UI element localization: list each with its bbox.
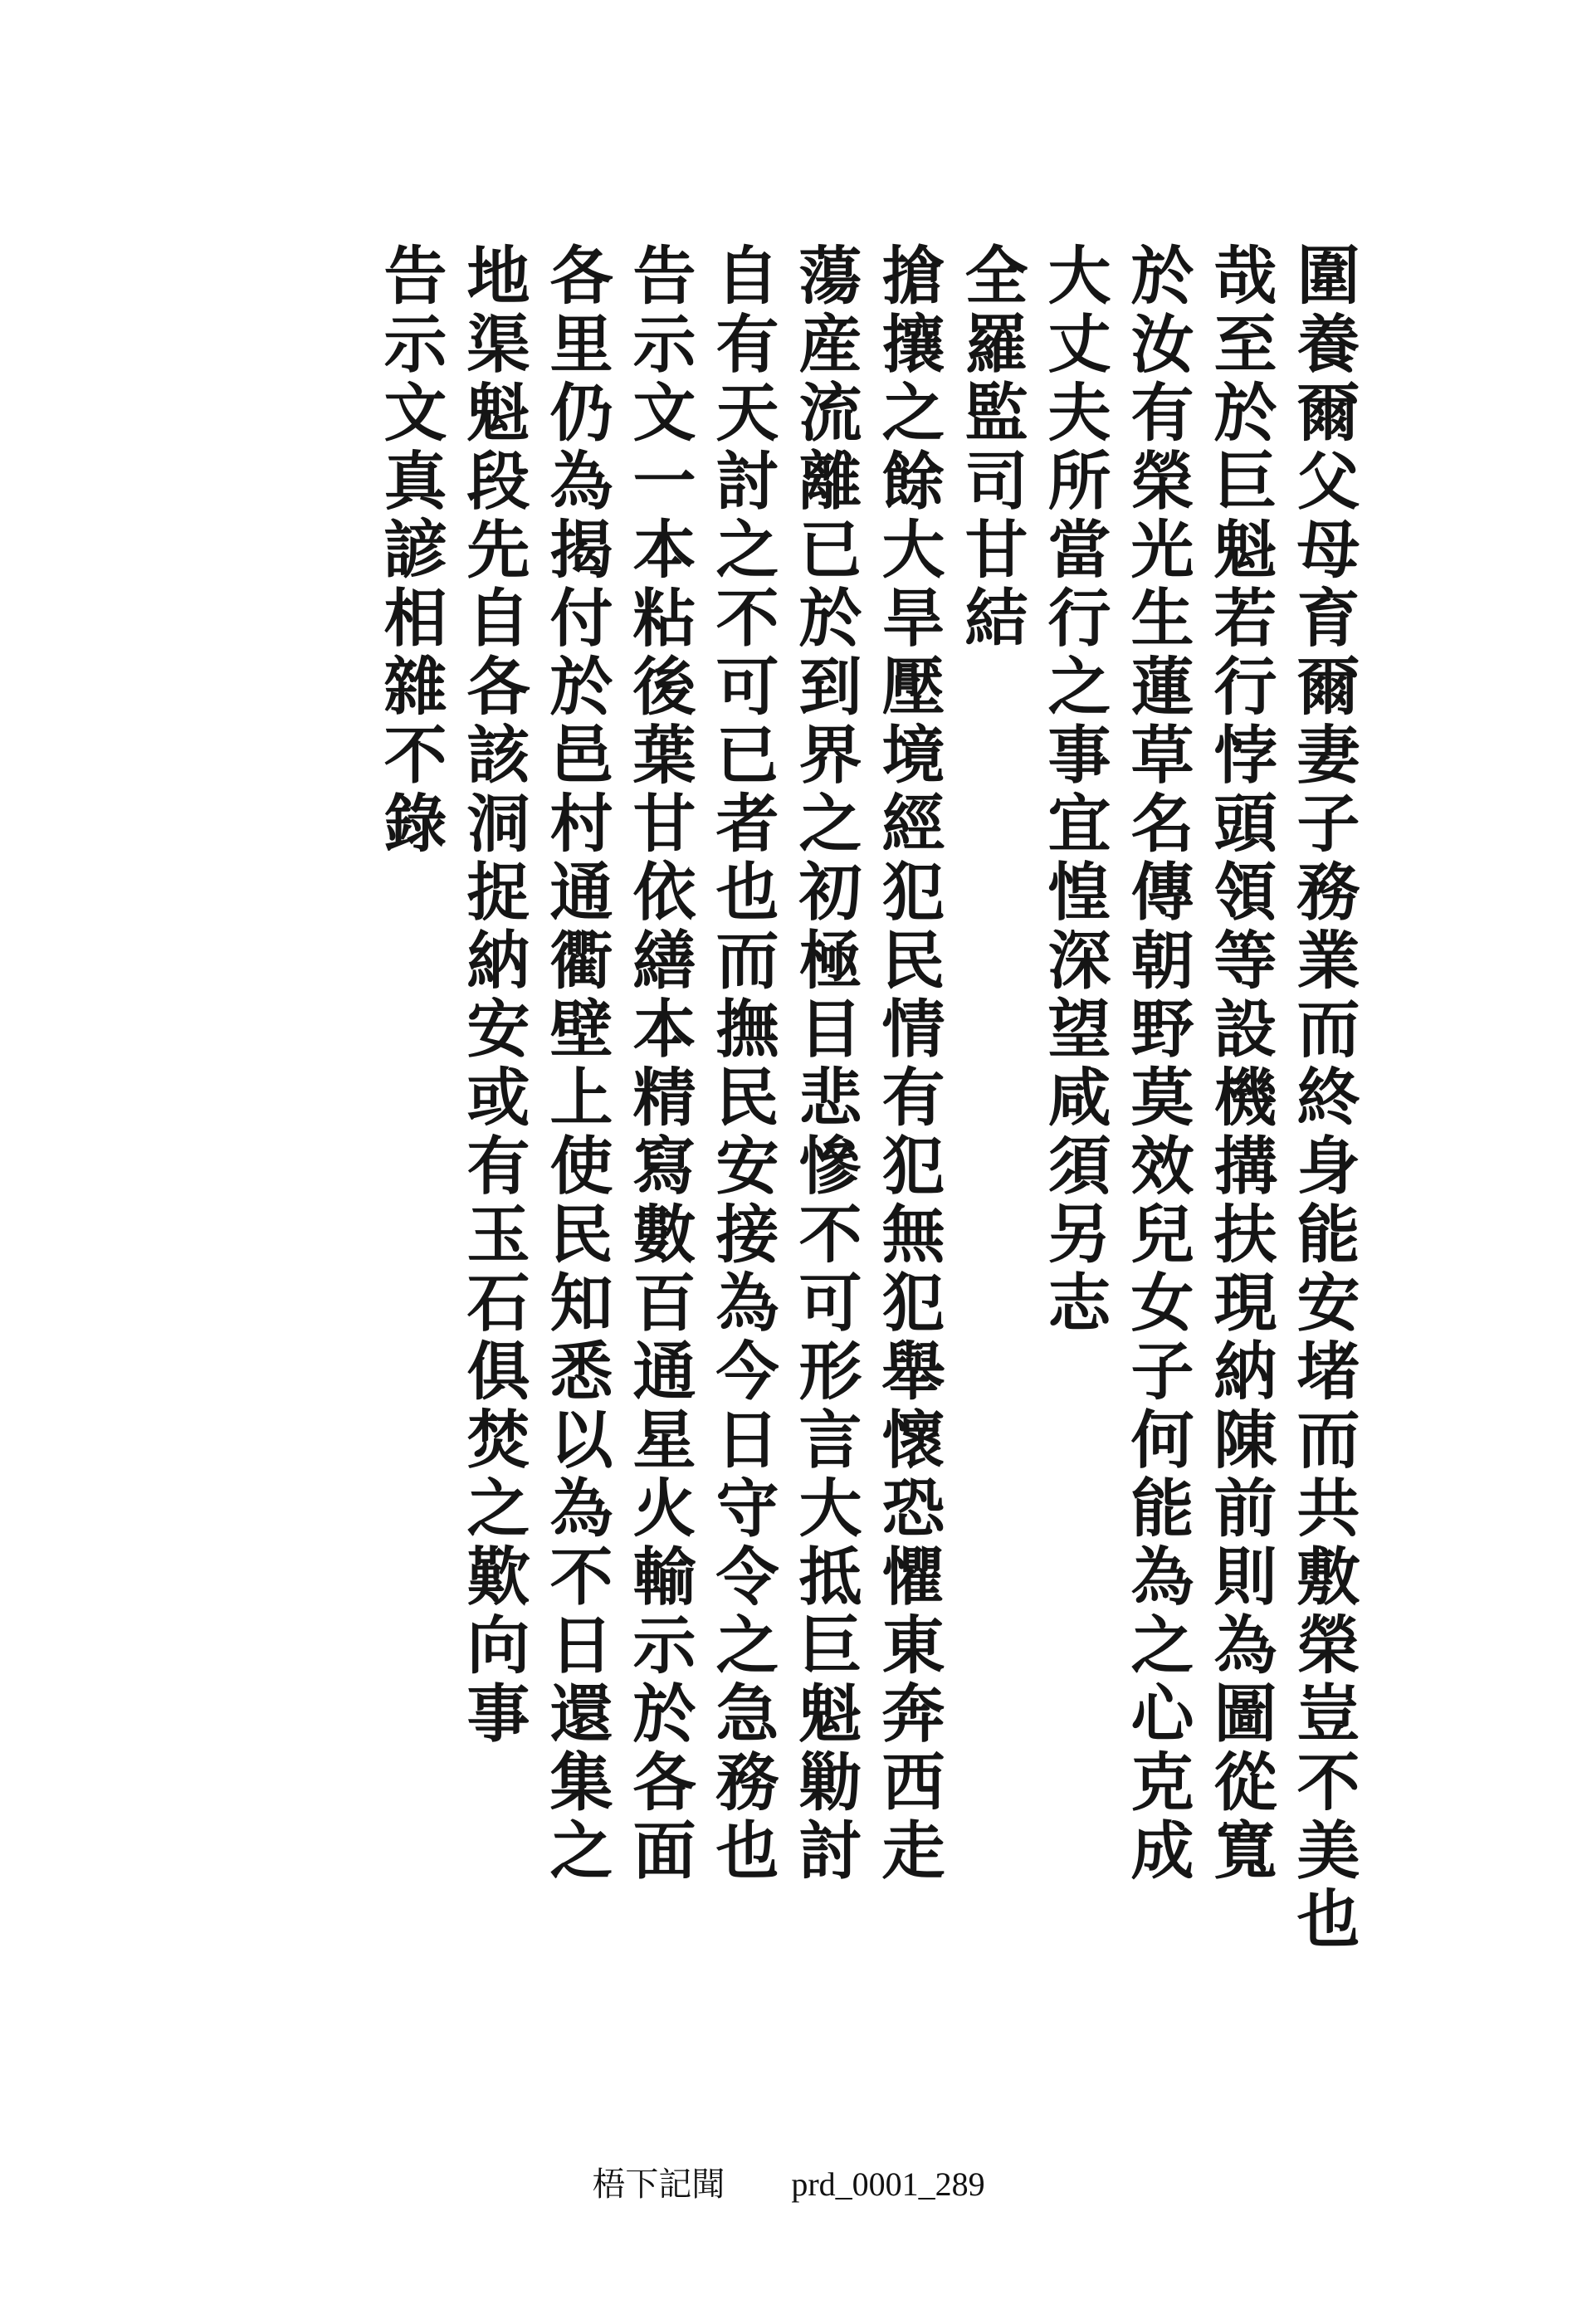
text-column: 蕩産流離已於到界之初極目悲慘不可形言大抵巨魁勦討 <box>788 242 862 1886</box>
text-column: 圍養爾父母育爾妻子務業而終身能安堵而共敷榮豈不美也 <box>1286 242 1360 1955</box>
text-column: 全羅監司甘結 <box>954 242 1028 653</box>
vertical-text-block <box>374 242 1360 1955</box>
text-column: 各里仍為揭付於邑村通衢壁上使民知悉以為不日還集之 <box>540 242 613 1886</box>
page-footer <box>0 2158 1577 2205</box>
text-column: 搶攘之餘大旱壓境經犯民情有犯無犯舉懷恐懼東奔西走 <box>872 242 945 1886</box>
page-id: prd_0001_289 <box>791 2165 985 2203</box>
text-column: 於汝有榮光生蓮草名傳朝野莫效兒女子何能為之心克成 <box>1120 242 1194 1886</box>
text-column: 地渠魁段先自各該洞捉納安或有玉石俱焚之歎向事 <box>456 242 530 1749</box>
text-column: 告示文一本粘後葉甘依繕本精寫數百通星火輸示於各面 <box>622 242 696 1886</box>
text-column: 告示文真諺相雜不錄 <box>374 242 447 859</box>
text-column: 大丈夫所當行之事宜惶深望咸須另志 <box>1038 242 1111 1338</box>
book-title: 梧下記聞 <box>592 2165 725 2203</box>
text-column: 自有天討之不可已者也而撫民安接為今日守令之急務也 <box>706 242 779 1886</box>
text-column: 哉至於巨魁若行悖頭領等設機搆扶現納陳前則為圖從寬 <box>1204 242 1277 1886</box>
